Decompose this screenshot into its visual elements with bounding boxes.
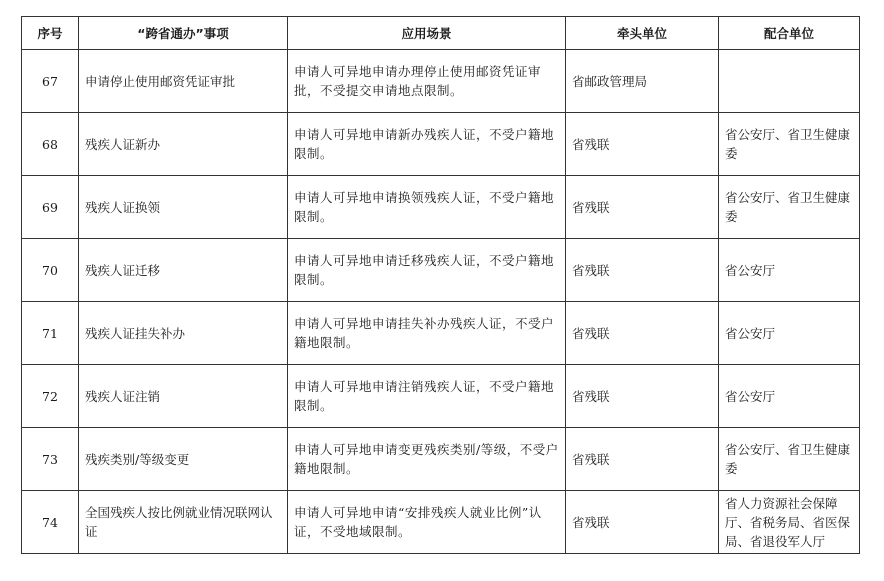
row-coop: 省公安厅、省卫生健康委	[719, 176, 860, 239]
row-seq: 71	[22, 302, 79, 365]
row-lead: 省残联	[566, 113, 719, 176]
row-item: 残疾类别/等级变更	[79, 428, 288, 491]
row-coop: 省人力资源社会保障厅、省税务局、省医保局、省退役军人厅	[719, 491, 860, 554]
table-row	[22, 365, 860, 428]
row-coop: 省公安厅、省卫生健康委	[719, 428, 860, 491]
header-scene: 应用场景	[288, 17, 566, 50]
row-scene: 申请人可异地申请新办残疾人证，不受户籍地限制。	[288, 113, 566, 176]
table-row	[22, 302, 860, 365]
header-item: “跨省通办”事项	[79, 17, 288, 50]
table-row	[22, 239, 860, 302]
row-seq: 67	[22, 50, 79, 113]
row-coop: 省公安厅	[719, 239, 860, 302]
document-page	[21, 16, 860, 554]
table-row	[22, 176, 860, 239]
row-lead: 省残联	[566, 239, 719, 302]
row-item: 残疾人证注销	[79, 365, 288, 428]
row-scene: 申请人可异地申请办理停止使用邮资凭证审批，不受提交申请地点限制。	[288, 50, 566, 113]
header-seq: 序号	[22, 17, 79, 50]
row-lead: 省残联	[566, 365, 719, 428]
row-seq: 74	[22, 491, 79, 554]
services-table	[21, 16, 860, 554]
row-lead: 省残联	[566, 176, 719, 239]
header-lead: 牵头单位	[566, 17, 719, 50]
row-coop: 省公安厅、省卫生健康委	[719, 113, 860, 176]
row-scene: 申请人可异地申请挂失补办残疾人证，不受户籍地限制。	[288, 302, 566, 365]
row-lead: 省邮政管理局	[566, 50, 719, 113]
row-item: 残疾人证挂失补办	[79, 302, 288, 365]
row-coop: 省公安厅	[719, 302, 860, 365]
row-lead: 省残联	[566, 491, 719, 554]
row-item: 全国残疾人按比例就业情况联网认证	[79, 491, 288, 554]
row-seq: 72	[22, 365, 79, 428]
row-scene: 申请人可异地申请变更残疾类别/等级，不受户籍地限制。	[288, 428, 566, 491]
row-item: 残疾人证迁移	[79, 239, 288, 302]
table-row	[22, 491, 860, 554]
row-scene: 申请人可异地申请迁移残疾人证，不受户籍地限制。	[288, 239, 566, 302]
table-row	[22, 50, 860, 113]
row-item: 申请停止使用邮资凭证审批	[79, 50, 288, 113]
row-item: 残疾人证换领	[79, 176, 288, 239]
row-lead: 省残联	[566, 302, 719, 365]
row-seq: 69	[22, 176, 79, 239]
row-item: 残疾人证新办	[79, 113, 288, 176]
row-scene: 申请人可异地申请“安排残疾人就业比例”认证，不受地域限制。	[288, 491, 566, 554]
row-scene: 申请人可异地申请注销残疾人证，不受户籍地限制。	[288, 365, 566, 428]
row-scene: 申请人可异地申请换领残疾人证，不受户籍地限制。	[288, 176, 566, 239]
table-row	[22, 113, 860, 176]
table-header-row	[22, 17, 860, 50]
header-coop: 配合单位	[719, 17, 860, 50]
row-coop	[719, 50, 860, 113]
row-seq: 68	[22, 113, 79, 176]
row-seq: 70	[22, 239, 79, 302]
row-coop: 省公安厅	[719, 365, 860, 428]
row-lead: 省残联	[566, 428, 719, 491]
row-seq: 73	[22, 428, 79, 491]
table-row	[22, 428, 860, 491]
